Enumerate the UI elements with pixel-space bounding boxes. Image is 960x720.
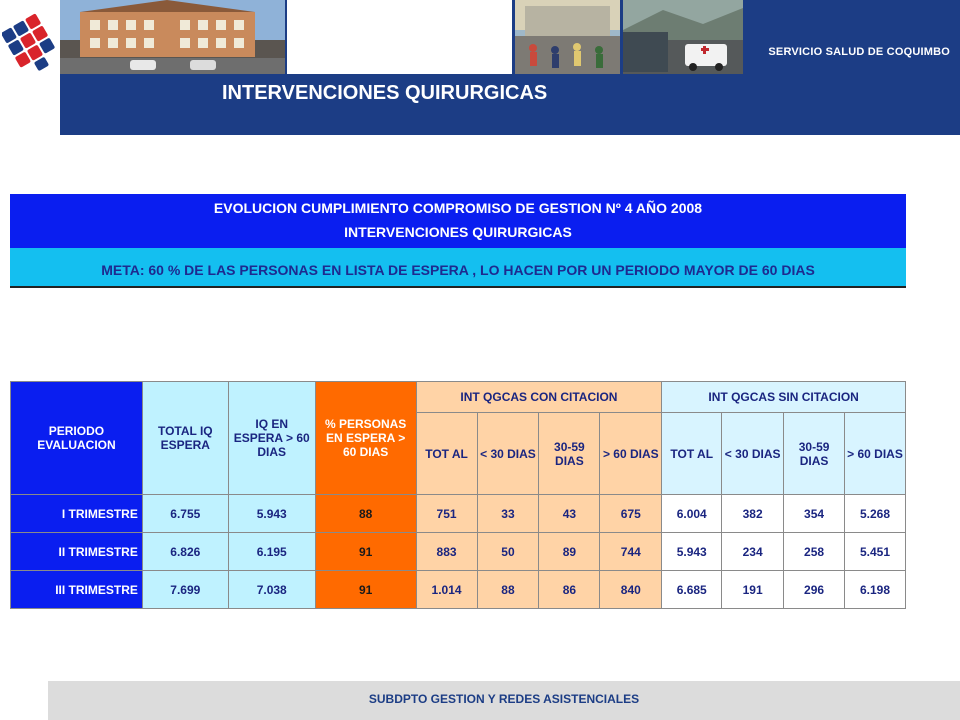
service-name: SERVICIO SALUD DE COQUIMBO [768, 46, 950, 58]
subheader-con-30-59: 30-59 DIAS [539, 413, 600, 495]
cell-con-lt30: 88 [477, 571, 539, 609]
cell-sin-lt30: 382 [722, 495, 784, 533]
cell-sin-total: 6.685 [662, 571, 722, 609]
subheader-sin-gt60: > 60 DIAS [845, 413, 906, 495]
cell-sin-total: 6.004 [662, 495, 722, 533]
cell-total: 7.699 [142, 571, 228, 609]
cell-pct: 91 [315, 533, 416, 571]
goal-heading: EVOLUCION CUMPLIMIENTO COMPROMISO DE GESTION Nº 4 AÑO 2008 [10, 194, 906, 220]
hospital-entrance-photo [515, 0, 620, 74]
subheader-sin-30-59: 30-59 DIAS [784, 413, 845, 495]
subheader-sin-total: TOT AL [662, 413, 722, 495]
header-espera: IQ EN ESPERA > 60 DIAS [228, 382, 315, 495]
cell-sin-30-59: 354 [784, 495, 845, 533]
header-banner [0, 0, 960, 135]
government-logo-icon [2, 6, 58, 82]
goal-box [10, 194, 906, 288]
cell-sin-30-59: 296 [784, 571, 845, 609]
blank-photo-slot [287, 0, 512, 74]
ambulance-photo [623, 0, 743, 74]
cell-con-total: 883 [416, 533, 477, 571]
cell-con-total: 751 [416, 495, 477, 533]
subheader-con-total: TOT AL [416, 413, 477, 495]
cell-con-lt30: 50 [477, 533, 539, 571]
footer-text: SUBDPTO GESTION Y REDES ASISTENCIALES [368, 692, 640, 706]
cell-sin-gt60: 5.268 [845, 495, 906, 533]
cell-sin-total: 5.943 [662, 533, 722, 571]
table-row [11, 571, 906, 609]
header-periodo: PERIODO EVALUACION [11, 382, 143, 495]
goal-subheading: INTERVENCIONES QUIRURGICAS [10, 220, 906, 248]
cell-sin-gt60: 5.451 [845, 533, 906, 571]
cell-con-lt30: 33 [477, 495, 539, 533]
cell-pct: 88 [315, 495, 416, 533]
cell-total: 6.755 [142, 495, 228, 533]
waiting-list-table [10, 381, 906, 609]
cell-sin-30-59: 258 [784, 533, 845, 571]
cell-periodo: I TRIMESTRE [11, 495, 143, 533]
cell-con-gt60: 840 [600, 571, 662, 609]
subheader-sin-lt30: < 30 DIAS [722, 413, 784, 495]
cell-con-total: 1.014 [416, 571, 477, 609]
cell-con-30-59: 89 [539, 533, 600, 571]
table-row [11, 495, 906, 533]
subheader-con-gt60: > 60 DIAS [600, 413, 662, 495]
hospital-building-photo [60, 0, 285, 74]
cell-periodo: II TRIMESTRE [11, 533, 143, 571]
header-sin-citacion: INT QGCAS SIN CITACION [662, 382, 906, 413]
cell-espera: 7.038 [228, 571, 315, 609]
logo-area [0, 0, 60, 88]
footer-bar [48, 681, 960, 720]
cell-espera: 5.943 [228, 495, 315, 533]
subheader-con-lt30: < 30 DIAS [477, 413, 539, 495]
cell-sin-lt30: 234 [722, 533, 784, 571]
cell-sin-gt60: 6.198 [845, 571, 906, 609]
page-title: INTERVENCIONES QUIRURGICAS [222, 82, 548, 104]
cell-periodo: III TRIMESTRE [11, 571, 143, 609]
cell-con-gt60: 675 [600, 495, 662, 533]
header-total: TOTAL IQ ESPERA [142, 382, 228, 495]
cell-total: 6.826 [142, 533, 228, 571]
cell-pct: 91 [315, 571, 416, 609]
cell-sin-lt30: 191 [722, 571, 784, 609]
cell-con-30-59: 86 [539, 571, 600, 609]
goal-meta: META: 60 % DE LAS PERSONAS EN LISTA DE ESPERA , LO HACEN POR UN PERIODO MAYOR DE 60 DIAS [10, 248, 906, 287]
cell-con-30-59: 43 [539, 495, 600, 533]
cell-con-gt60: 744 [600, 533, 662, 571]
header-pct: % PERSONAS EN ESPERA > 60 DIAS [315, 382, 416, 495]
header-con-citacion: INT QGCAS CON CITACION [416, 382, 662, 413]
table-row [11, 533, 906, 571]
cell-espera: 6.195 [228, 533, 315, 571]
